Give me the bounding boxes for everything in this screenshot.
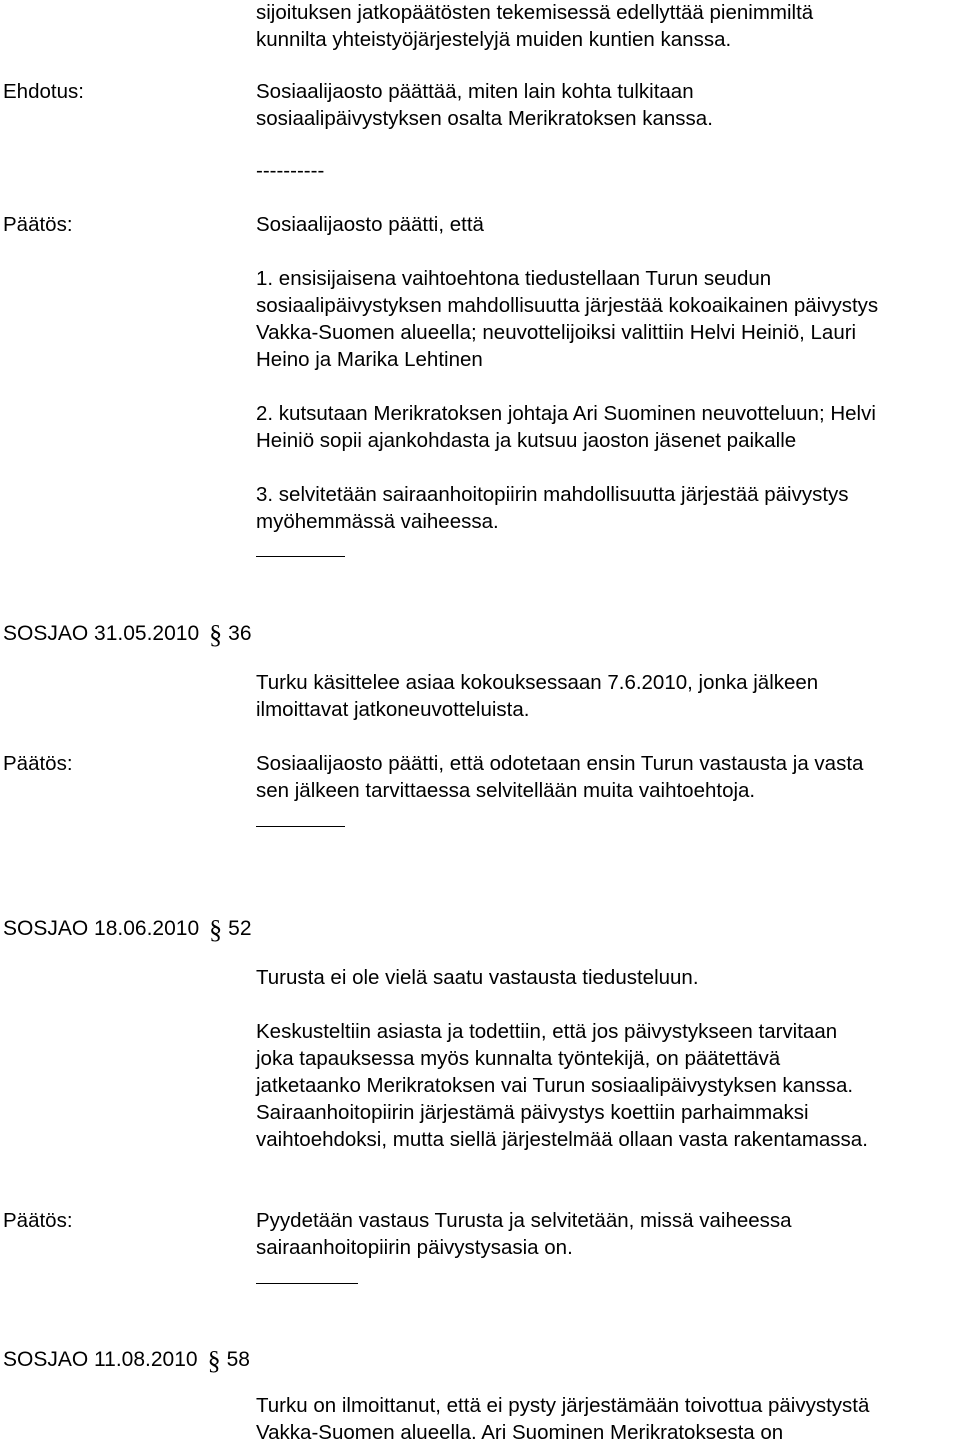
meeting-body-line-1: Turku käsittelee asiaa kokouksessaan 7.6.2010, jonka jälkeen	[256, 671, 819, 694]
meeting-decision-line-2: sen jälkeen tarvittaessa selvitellään muita vaihtoehtoja.	[256, 779, 756, 802]
meeting-body-para-line-4: Sairaanhoitopiirin järjestämä päivystys koettiin parhaimmaksi	[256, 1101, 809, 1124]
section-divider	[256, 1283, 358, 1284]
meeting-heading	[3, 619, 252, 649]
decision-item-3-line-1: 3. selvitetään sairaanhoitopiirin mahdollisuutta järjestää päivystys	[256, 483, 849, 506]
decision-label: Päätös:	[3, 213, 73, 236]
meeting-body-line-2: Vakka-Suomen alueella. Ari Suominen Merikratoksesta on	[256, 1421, 784, 1444]
meeting-body-para-line-1: Keskusteltiin asiasta ja todettiin, että jos päivystykseen tarvitaan	[256, 1020, 838, 1043]
meeting-body-para-line-5: vaihtoehdoksi, mutta siellä järjestelmää ollaan vasta rakentamassa.	[256, 1128, 868, 1151]
meeting-section-number: 58	[226, 1348, 250, 1371]
decision-item-2-line-1: 2. kutsutaan Merikratoksen johtaja Ari Suominen neuvotteluun; Helvi	[256, 402, 876, 425]
section-symbol: §	[209, 620, 223, 649]
meeting-body-para-line-3: jatketaanko Merikratoksen vai Turun sosiaalipäivystyksen kanssa.	[256, 1074, 854, 1097]
meeting-decision-line-1: Sosiaalijaosto päätti, että odotetaan ensin Turun vastausta ja vasta	[256, 752, 864, 775]
meeting-heading	[3, 1345, 250, 1375]
proposal-line-2: sosiaalipäivystyksen osalta Merikratoksen kanssa.	[256, 107, 713, 130]
section-divider	[256, 826, 345, 827]
meeting-body-para-line-2: joka tapauksessa myös kunnalta työntekijä, on päätettävä	[256, 1047, 781, 1070]
meeting-heading	[3, 914, 252, 944]
section-symbol: §	[209, 915, 223, 944]
section-divider	[256, 556, 345, 557]
meeting-section-number: 36	[228, 622, 252, 645]
proposal-line-1: Sosiaalijaosto päättää, miten lain kohta tulkitaan	[256, 80, 694, 103]
continuation-line-1: sijoituksen jatkopäätösten tekemisessä edellyttää pienimmiltä	[256, 1, 814, 24]
section-symbol: §	[207, 1346, 221, 1375]
proposal-separator: ----------	[256, 159, 325, 182]
meeting-ref: SOSJAO 11.08.2010	[3, 1348, 198, 1371]
meeting-decision-line-1: Pyydetään vastaus Turusta ja selvitetään, missä vaiheessa	[256, 1209, 792, 1232]
decision-item-1-line-4: Heino ja Marika Lehtinen	[256, 348, 483, 371]
meeting-body-line-1: Turusta ei ole vielä saatu vastausta tiedusteluun.	[256, 966, 699, 989]
decision-item-1-line-1: 1. ensisijaisena vaihtoehtona tiedustellaan Turun seudun	[256, 267, 772, 290]
meeting-ref: SOSJAO 31.05.2010	[3, 622, 200, 645]
meeting-decision-line-2: sairaanhoitopiirin päivystysasia on.	[256, 1236, 573, 1259]
meeting-body-line-2: ilmoittavat jatkoneuvotteluista.	[256, 698, 530, 721]
decision-label: Päätös:	[3, 752, 73, 775]
decision-item-1-line-2: sosiaalipäivystyksen mahdollisuutta järjestää kokoaikainen päivystys	[256, 294, 879, 317]
decision-item-1-line-3: Vakka-Suomen alueella; neuvottelijoiksi valittiin Helvi Heiniö, Lauri	[256, 321, 857, 344]
continuation-line-2: kunnilta yhteistyöjärjestelyjä muiden kuntien kanssa.	[256, 28, 732, 51]
decision-item-2-line-2: Heiniö sopii ajankohdasta ja kutsuu jaoston jäsenet paikalle	[256, 429, 797, 452]
decision-intro: Sosiaalijaosto päätti, että	[256, 213, 484, 236]
decision-label: Päätös:	[3, 1209, 73, 1232]
decision-item-3-line-2: myöhemmässä vaiheessa.	[256, 510, 499, 533]
proposal-label: Ehdotus:	[3, 80, 84, 103]
meeting-section-number: 52	[228, 917, 252, 940]
meeting-ref: SOSJAO 18.06.2010	[3, 917, 200, 940]
meeting-body-line-1: Turku on ilmoittanut, että ei pysty järjestämään toivottua päivystystä	[256, 1394, 870, 1417]
